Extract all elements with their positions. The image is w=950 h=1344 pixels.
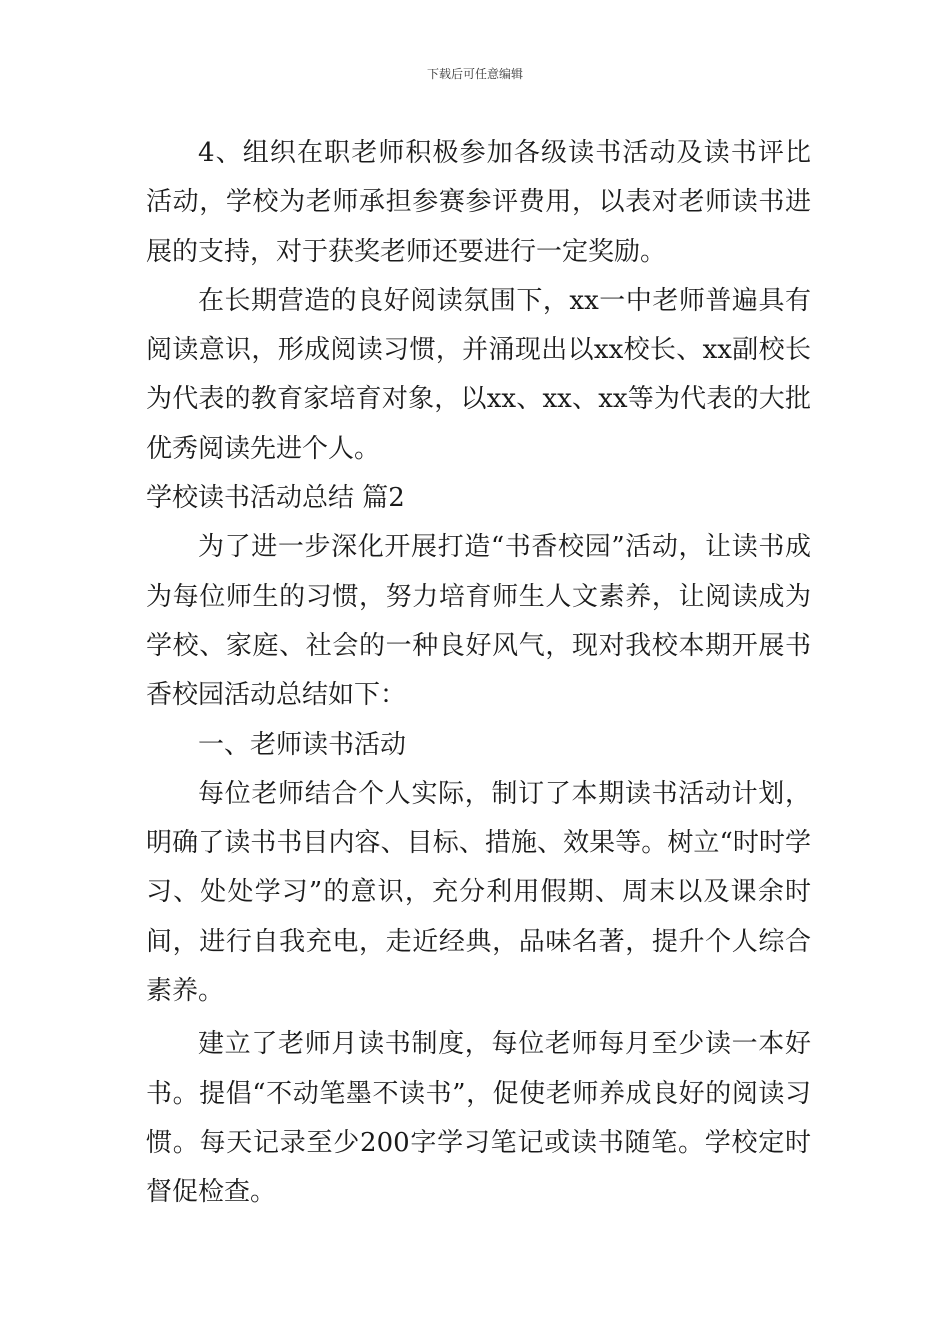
paragraph-reading-activities-item-4: 4、组织在职老师积极参加各级读书活动及读书评比活动，学校为老师承担参赛参评费用，以表对老师读书进展的支持，对于获奖老师还要进行一定奖励。 bbox=[146, 138, 811, 267]
document-body bbox=[146, 129, 811, 1218]
paragraph-reading-plan: 每位老师结合个人实际，制订了本期读书活动计划，明确了读书书目内容、目标、措施、效果等。树立“时时学习、处处学习”的意识，充分利用假期、周末以及课余时间，进行自我充电，走近经典，品味名著，提升个人综合素养。 bbox=[146, 778, 811, 1007]
subsection-heading-teacher-reading: 一、老师读书活动 bbox=[198, 729, 407, 760]
paragraph-monthly-reading: 建立了老师月读书制度，每位老师每月至少读一本好书。提倡“不动笔墨不读书”，促使老师养成良好的阅读习惯。每天记录至少200字学习笔记或读书随笔。学校定时督促检查。 bbox=[146, 1029, 811, 1208]
paragraph-introduction: 为了进一步深化开展打造“书香校园”活动，让读书成为每位师生的习惯，努力培育师生人文素养，让阅读成为学校、家庭、社会的一种良好风气，现对我校本期开展书香校园活动总结如下： bbox=[146, 532, 811, 711]
paragraph-reading-atmosphere: 在长期营造的良好阅读氛围下，xx一中老师普遍具有阅读意识，形成阅读习惯，并涌现出以xx校长、xx副校长为代表的教育家培育对象，以xx、xx、xx等为代表的大批优秀阅读先进个人。 bbox=[146, 285, 811, 464]
page-header-note: 下载后可任意编辑 bbox=[426, 67, 523, 81]
section-title: 学校读书活动总结 篇2 bbox=[146, 483, 405, 514]
